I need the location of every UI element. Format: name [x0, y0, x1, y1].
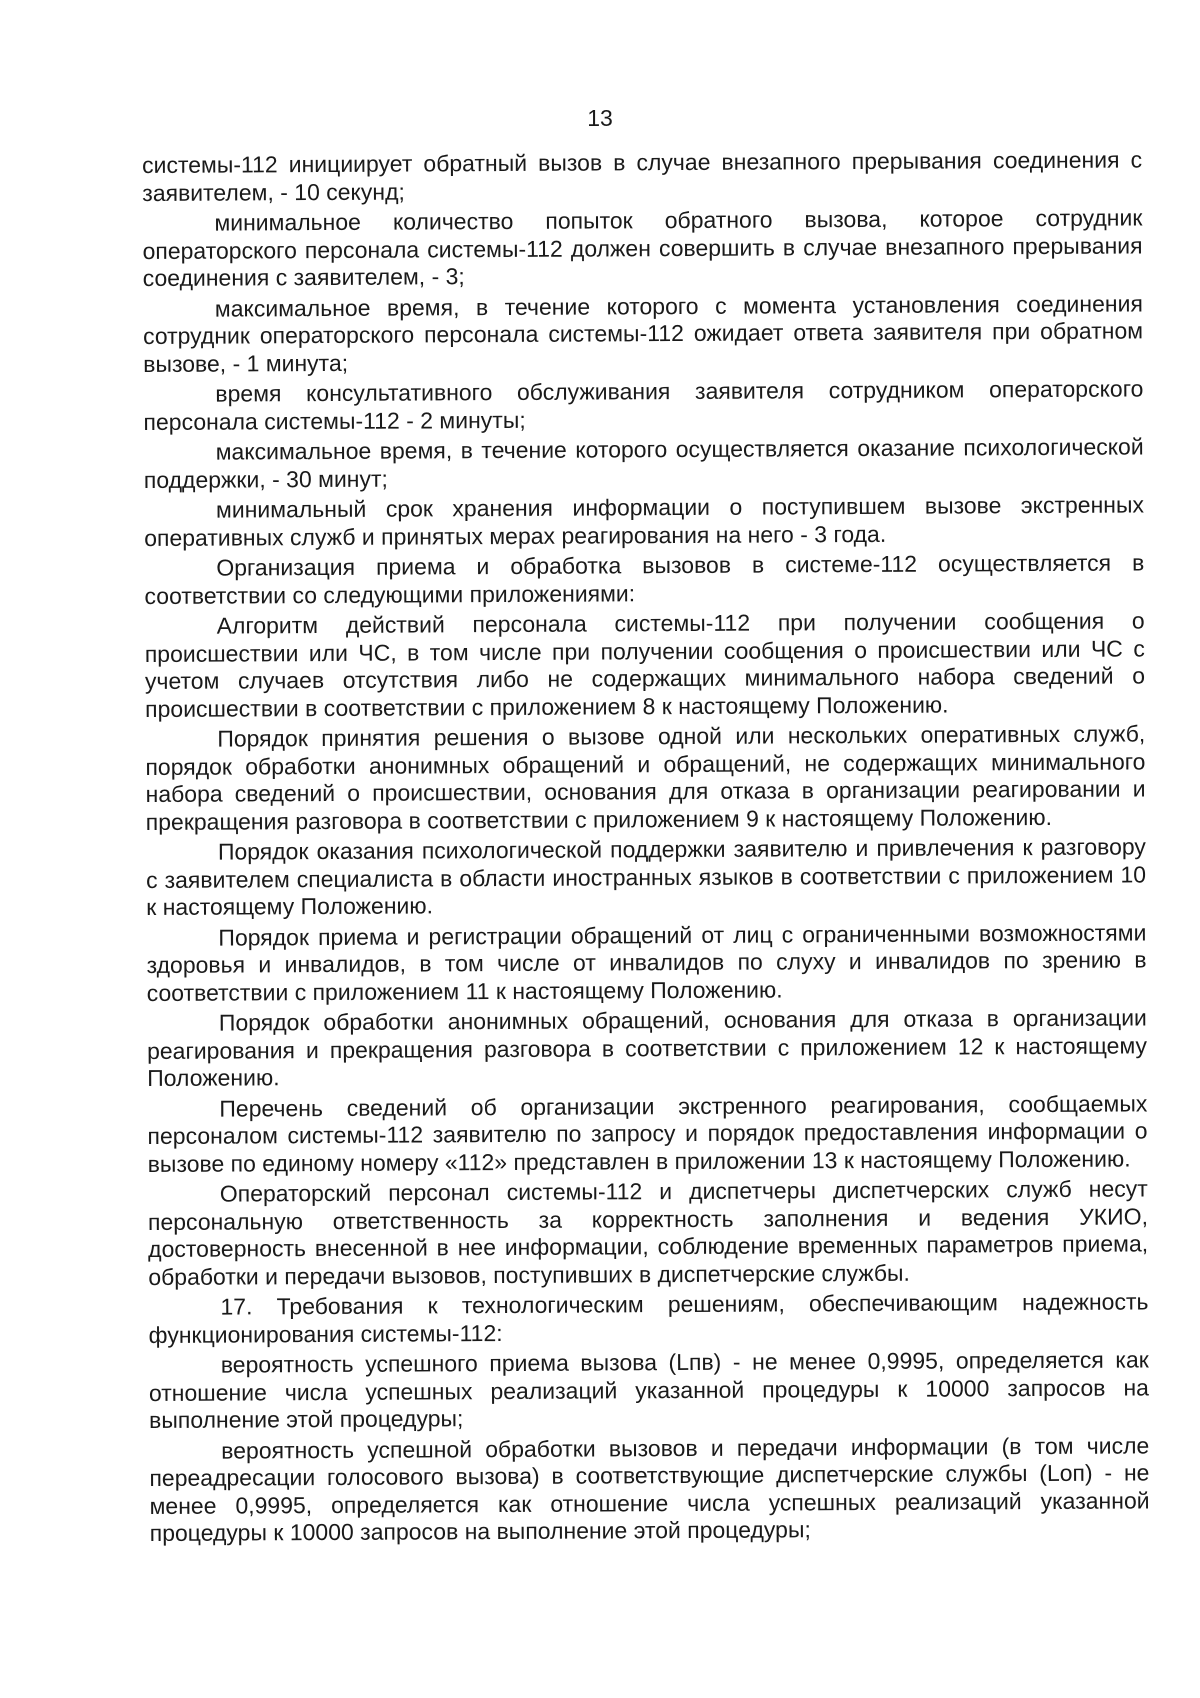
paragraph-personnel-responsibility: Операторский персонал системы-112 и диспетчеры диспетчерских служб несут персональную ответственность за корректность заполнения и ведения УКИО, достоверность внесенной в нее информации, соблюдение временных параметров приема, обработки и передачи вызовов, поступивших в диспетчерские службы. [147, 1175, 1149, 1290]
paragraph-consultation-time: время консультативного обслуживания заявителя сотрудником операторского персонала системы-112 - 2 минуты; [143, 375, 1144, 435]
paragraph-call-processing-organization: Организация приема и обработка вызовов в системе-112 осуществляется в соответствии со следующими приложениями: [144, 549, 1145, 609]
paragraph-appendix-12: Порядок обработки анонимных обращений, основания для отказа в организации реагирования и прекращения разговора в соответствии с приложением 12 к настоящему Положению. [146, 1004, 1148, 1091]
paragraph-callback-attempts: минимальное количество попыток обратного вызова, которое сотрудник операторского персонала системы-112 должен совершить в случае внезапного прерывания соединения с заявителем, - 3; [142, 204, 1143, 291]
paragraph-section-17: 17. Требования к технологическим решениям, обеспечивающим надежность функционирования системы-112: [148, 1288, 1149, 1348]
paragraph-appendix-13: Перечень сведений об организации экстренного реагирования, сообщаемых персоналом системы-112 заявителю по запросу и порядок предоставления информации о вызове по единому номеру «112» представлен в приложении 13 к настоящему Положению. [147, 1089, 1148, 1177]
paragraph-appendix-8: Алгоритм действий персонала системы-112 при получении сообщения о происшествии или ЧС, в том числе при получении сообщения о происшествии или ЧС с учетом случаев отсутствия либо не содержащих минимального набора сведений о происшествии в соответствии с приложением 8 к настоящему Положению. [144, 607, 1146, 722]
paragraph-callback-wait-time: максимальное время, в течение которого с момента установления соединения сотрудник операторского персонала системы-112 ожидает ответа заявителя при обратном вызове, - 1 минута; [142, 289, 1144, 377]
document-body [142, 146, 1150, 1550]
paragraph-call-acceptance-probability: вероятность успешного приема вызова (Lпв) - не менее 0,9995, определяется как отношение числа успешных реализаций указанной процедуры к 10000 запросов на выполнение этой процедуры; [148, 1346, 1149, 1433]
paragraph-processing-probability: вероятность успешной обработки вызовов и передачи информации (в том числе переадресации голосового вызова) в соответствующие диспетчерские службы (Lоп) - не менее 0,9995, определяется как отношение числа успешных реализаций указанной процедуры к 10000 запросов на выполнение этой процедуры; [149, 1431, 1150, 1546]
paragraph-continuation: системы-112 инициирует обратный вызов в случае внезапного прерывания соединения с заявителем, - 10 секунд; [142, 146, 1143, 206]
paragraph-appendix-11: Порядок приема и регистрации обращений от лиц с ограниченными возможностями здоровья и инвалидов, в том числе от инвалидов по слуху и инвалидов по зрению в соответствии с приложением 11 к настоящему Положению. [146, 918, 1147, 1006]
paragraph-storage-period: минимальный срок хранения информации о поступившем вызове экстренных оперативных служб и принятых мерах реагирования на него - 3 года. [144, 491, 1145, 551]
paragraph-psych-support-time: максимальное время, в течение которого осуществляется оказание психологической поддержки, - 30 минут; [143, 433, 1144, 493]
paragraph-appendix-10: Порядок оказания психологической поддержки заявителю и привлечения к разговору с заявителем специалиста в области иностранных языков в соответствии с приложением 10 к настоящему Положению. [145, 833, 1147, 920]
paragraph-appendix-9: Порядок принятия решения о вызове одной или нескольких оперативных служб, порядок обработки анонимных обращений и обращений, не содержащих минимального набора сведений о происшествии, основания для отказа в организации реагировании и прекращения разговора в соответствии с приложением 9 к настоящему Положению. [145, 720, 1146, 835]
page-number: 13 [587, 105, 613, 131]
